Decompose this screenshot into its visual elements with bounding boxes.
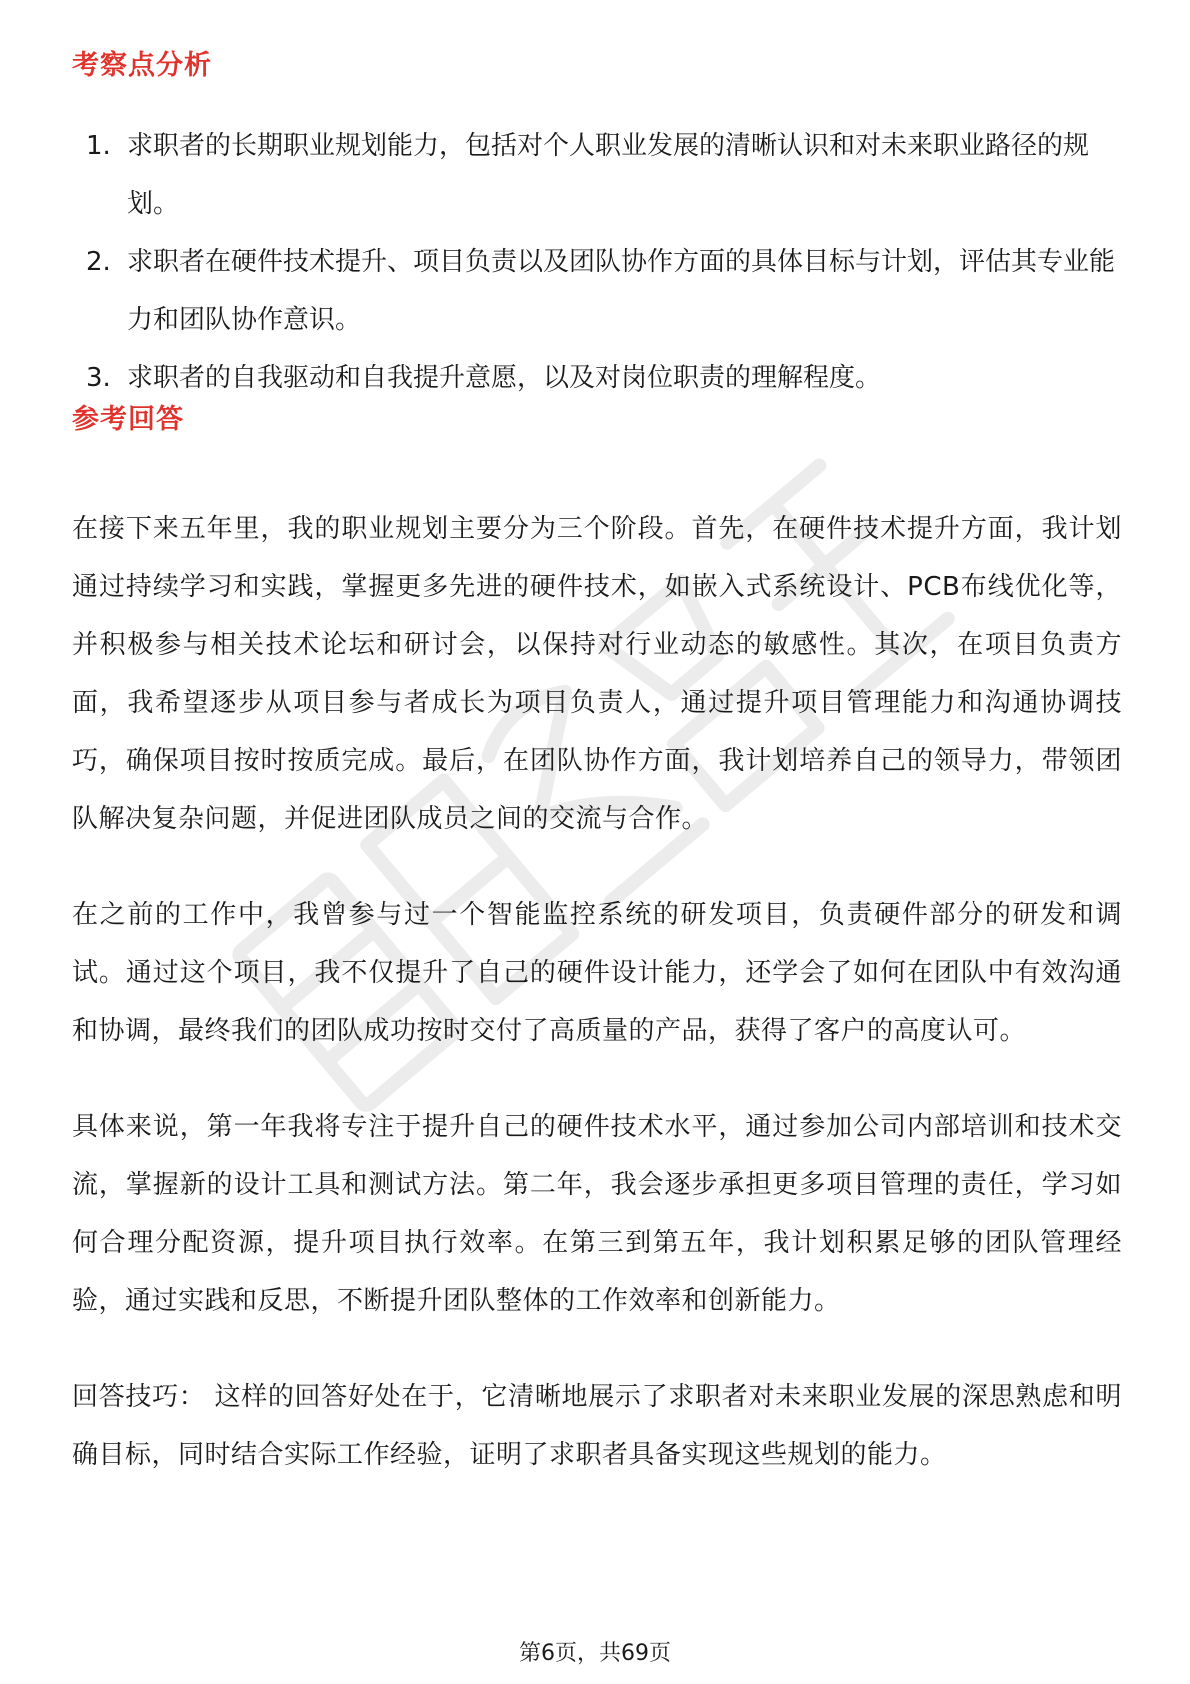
answer-paragraph: 具体来说，第一年我将专注于提升自己的硬件技术水平，通过参加公司内部培训和技术交流，掌握新的设计工具和测试方法。第二年，我会逐步承担更多项目管理的责任，学习如何合理分配资源，提升项目执行效率。在第三到第五年，我计划积累足够的团队管理经验，通过实践和反思，不断提升团队整体的工作效率和创新能力。 bbox=[72, 1112, 1122, 1316]
analysis-list bbox=[72, 117, 1122, 407]
list-item-number: 3. bbox=[86, 363, 111, 393]
list-item bbox=[72, 233, 1122, 349]
list-item-text: 求职者的长期职业规划能力，包括对个人职业发展的清晰认识和对未来职业路径的规划。 bbox=[127, 131, 1090, 219]
list-item-text: 求职者在硬件技术提升、项目负责以及团队协作方面的具体目标与计划，评估其专业能力和团队协作意识。 bbox=[127, 247, 1116, 335]
page-number-footer: 第6页，共69页 bbox=[519, 1641, 671, 1666]
answer-paragraphs bbox=[72, 500, 1122, 1522]
list-item-number: 1. bbox=[86, 131, 111, 161]
answer-paragraph: 在接下来五年里，我的职业规划主要分为三个阶段。首先，在硬件技术提升方面，我计划通过持续学习和实践，掌握更多先进的硬件技术，如嵌入式系统设计、PCB布线优化等，并积极参与相关技术论坛和研讨会，以保持对行业动态的敏感性。其次，在项目负责方面，我希望逐步从项目参与者成长为项目负责人，通过提升项目管理能力和沟通协调技巧，确保项目按时按质完成。最后，在团队协作方面，我计划培养自己的领导力，带领团队解决复杂问题，并促进团队成员之间的交流与合作。 bbox=[72, 514, 1122, 834]
list-item bbox=[72, 117, 1122, 233]
answer-section-title: 参考回答 bbox=[72, 404, 184, 435]
answer-tip-paragraph: 回答技巧： 这样的回答好处在于，它清晰地展示了求职者对未来职业发展的深思熟虑和明确目标，同时结合实际工作经验，证明了求职者具备实现这些规划的能力。 bbox=[72, 1382, 1122, 1470]
list-item-number: 2. bbox=[86, 247, 111, 277]
analysis-section-title: 考察点分析 bbox=[72, 50, 212, 81]
list-item bbox=[72, 349, 1122, 407]
answer-paragraph: 在之前的工作中，我曾参与过一个智能监控系统的研发项目，负责硬件部分的研发和调试。通过这个项目，我不仅提升了自己的硬件设计能力，还学会了如何在团队中有效沟通和协调，最终我们的团队成功按时交付了高质量的产品，获得了客户的高度认可。 bbox=[72, 900, 1122, 1046]
list-item-text: 求职者的自我驱动和自我提升意愿，以及对岗位职责的理解程度。 bbox=[127, 363, 882, 393]
